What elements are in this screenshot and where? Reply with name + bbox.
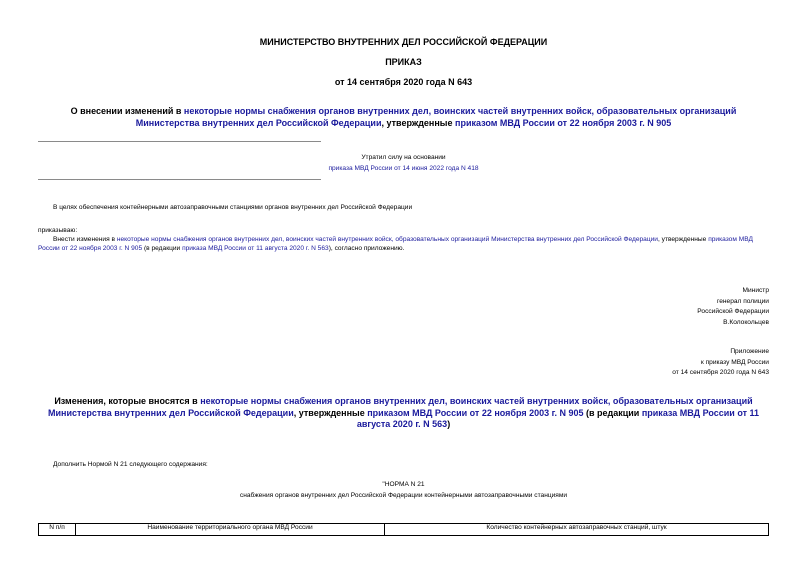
changes-link-edition[interactable]: приказа МВД России от 11 августа 2020 г. N 563 (356, 407, 760, 429)
norm-subtitle: снабжения органов внутренних дел Российской Федерации контейнерными автозаправочными станциями (239, 492, 568, 499)
status-line: Утратил силу на основании (361, 154, 446, 161)
changes-title (38, 396, 769, 431)
amend-middle: , утвержденные (657, 236, 709, 243)
supplement-intro: Дополнить Нормой N 21 следующего содержания: (53, 461, 208, 468)
order-word: приказываю: (38, 227, 78, 234)
status-repeal-link[interactable]: приказа МВД России от 14 июня 2022 года N 418 (328, 165, 479, 172)
appendix-block (500, 347, 769, 379)
table-header-quantity: Количество контейнерных автозаправочных станций, штук (385, 524, 769, 536)
changes-link-norms[interactable]: некоторые нормы снабжения органов внутренних дел, воинских частей внутренних войск, образовательных организаций Министерства внутренних дел Российской Федерации (47, 396, 753, 418)
appendix-ref: к приказу МВД России (700, 358, 769, 366)
signature-block (500, 286, 769, 328)
norm-title: "НОРМА N 21 (382, 481, 425, 488)
divider-bottom (38, 179, 321, 180)
table-header-organ: Наименование территориального органа МВД России (76, 524, 385, 536)
appendix-label: Приложение (730, 348, 769, 355)
changes-suffix: ) (447, 419, 451, 429)
title-prefix: О внесении изменений в (70, 106, 184, 116)
amend-suffix: ), согласно приложению. (328, 245, 405, 252)
document-title (38, 105, 769, 129)
amend-link-edition[interactable]: приказа МВД России от 11 августа 2020 г. N 563 (182, 245, 329, 252)
divider-top (38, 141, 321, 142)
amend-link-order[interactable]: приказом МВД России от 22 ноября 2003 г. N 905 (38, 236, 753, 252)
doc-date-number: от 14 сентября 2020 года N 643 (334, 77, 473, 87)
signature-rank: генерал полиции (716, 297, 769, 305)
norm-table (38, 523, 769, 536)
changes-middle: , утвержденные (293, 407, 368, 418)
title-middle: , утвержденные (381, 118, 456, 128)
amend-link-norms[interactable]: некоторые нормы снабжения органов внутренних дел, воинских частей внутренних войск, образовательных организаций Министерства внутренних дел Российской Федерации (116, 236, 658, 243)
amendment-paragraph (38, 235, 769, 253)
amend-prefix: Внести изменения в (53, 236, 117, 243)
title-link-norms[interactable]: некоторые нормы снабжения органов внутренних дел, воинских частей внутренних войск, образовательных организаций Министерства внутренних дел Российской Федерации (135, 106, 737, 128)
table-header-row (39, 524, 769, 536)
signature-title: Министр (742, 287, 769, 294)
title-link-order[interactable]: приказом МВД России от 22 ноября 2003 г. N 905 (455, 118, 672, 128)
changes-edition-prefix: (в редакции (583, 407, 642, 418)
purpose-paragraph: В целях обеспечения контейнерными автозаправочными станциями органов внутренних дел Российской Федерации (53, 204, 413, 211)
table-header-number: N п/п (39, 524, 76, 536)
appendix-date: от 14 сентября 2020 года N 643 (672, 369, 769, 376)
changes-link-order[interactable]: приказом МВД России от 22 ноября 2003 г. N 905 (367, 407, 584, 418)
amend-edition-prefix: (в редакции (142, 245, 183, 252)
signature-name: В.Колокольцев (723, 318, 769, 326)
signature-country: Российской Федерации (697, 308, 769, 315)
doc-type-heading: ПРИКАЗ (385, 57, 422, 67)
changes-prefix: Изменения, которые вносятся в (54, 396, 201, 406)
ministry-heading: МИНИСТЕРСТВО ВНУТРЕННИХ ДЕЛ РОССИЙСКОЙ ФЕДЕРАЦИИ (259, 37, 548, 47)
